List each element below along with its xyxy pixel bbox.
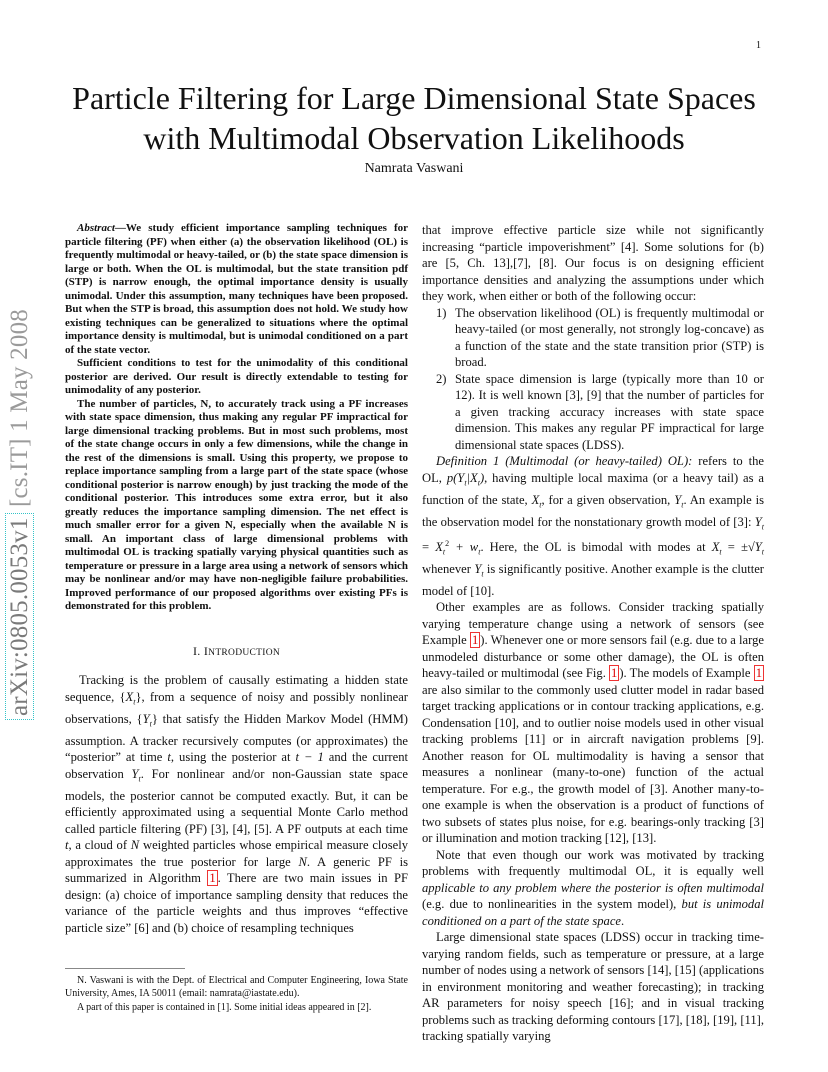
definition-heading: Definition 1 (Multimodal (or heavy-tailed) OL): [436, 454, 693, 468]
condition-list [422, 305, 764, 454]
example-ref-link[interactable]: 1 [472, 633, 479, 648]
example-ref-link[interactable]: 1 [755, 666, 762, 681]
body-paragraph: Note that even though our work was motivated by tracking problems with frequently multimodal OL, it is equally well applicable to any problem where the posterior is often multimodal (e.g. due to nonlinearities in the system model), but is unimodal conditioned on a part of the state space. [422, 847, 764, 928]
body-paragraph: that improve effective particle size while not significantly increasing “particle impoverishment” [4]. Some solutions for (b) are [5, Ch. 13],[7], [8]. Our focus is on designing efficient importance densities and analyzing the assumptions under which they work, when either or both of the following occur: [422, 223, 764, 303]
arxiv-id-link[interactable]: arXiv:0805.0053v1 [5, 513, 34, 720]
list-item: 2) State space dimension is large (typically more than 10 or 12). It is well known [3], [9] that the number of particles for a given tracking accuracy increases with state space dimension. This makes any regular PF impractical for large dimensional state spaces (LDSS). [436, 371, 764, 452]
author-name: Namrata Vaswani [364, 161, 464, 176]
paper-title: Particle Filtering for Large Dimensional State Spaces with Multimodal Observation Likelihoods [72, 80, 756, 156]
figure-ref-link[interactable]: 1 [611, 666, 618, 681]
intro-paragraph: Tracking is the problem of causally estimating a hidden state sequence, $\{X_t\}$, from a sequence of noisy and possibly nonlinear observations, $\{Y_t\}$ that satisfy the Hidden Markov Model (HMM) assumption. A tracker recursively computes (or approximates) the “posterior” at time t, using the posterior at t − 1 and the current observation $Y_t$. For nonlinear and/or non-Gaussian state space models, the posterior cannot be computed exactly. But, it can be efficiently approximated using a sequential Monte Carlo method called particle filtering (PF) [3], [4], [5]. A PF outputs at each time t, a cloud of N weighted particles whose empirical measure closely approximates the true posterior for large N. A generic PF is summarized in Algorithm 1 . There are two main issues in PF design: (a) choice of importance sampling density that reduces the variance of the particle weights and thus improves “effective particle size” [6] and (b) choice of resampling techniques [65, 673, 409, 935]
definition-paragraph: Definition 1 (Multimodal (or heavy-tailed) OL): refers to the OL, $p(Y_t|X_t)$, having multiple local maxima (or a heavy tail) as a function of the state, $X_t$, for a given observation, $Y_t$. An example is the observation model for the nonstationary growth model of [3]: $Y_t = X_t^2 + w_t$. Here, the OL is bimodal with modes at $X_t = \pm√Y_t$ whenever $Y_t$ is significantly positive. Another example is the clutter model of [10]. [422, 454, 764, 598]
footnotes [65, 975, 408, 1017]
footnote-separator [65, 968, 185, 969]
left-column [65, 222, 408, 936]
abstract-text: We study efficient importance sampling techniques for particle filtering (PF) when either (a) the observation likelihood (OL) is frequently multimodal or heavy-tailed, or (b) the state space dimension is large or both. When the OL is multimodal, but the state transition pdf (STP) is narrow enough, the optimal importance density is usually unimodal. Under this assumption, many techniques have been proposed. But when the STP is broad, this assumption does not hold. We study how existing techniques can be generalized to situations where the optimal importance density is multimodal, but is unimodal conditioned on a part of the state vector. [65, 222, 408, 356]
abstract-label: Abstract [77, 222, 115, 234]
arxiv-stamp-rest: [cs.IT] 1 May 2008 [6, 309, 33, 514]
abstract-paragraph: The number of particles, N, to accurately track using a PF increases with state space dimension, thus making any regular PF impractical for large dimensional tracking problems. But in most such problems, most of the state change occurs in only a few dimensions, while the change in the rest of the dimensions is small. Using this property, we propose to replace importance sampling from a large part of the state space (whose conditional posterior is narrow enough) by just tracking the mode of the conditional posterior. This introduces some extra error, but it also greatly reduces the importance sampling dimension. The net effect is much smaller error for a given N, especially when the available N is small. An important class of large dimensional problems with multimodal OL is tracking spatially varying physical quantities such as temperature or pressure in a large area using a network of sensors which may be nonlinear and/or may have non-negligible failure probabilities. Improved performance of our proposed algorithms over existing PFs is demonstrated for this problem. [65, 397, 408, 612]
algorithm-ref-link[interactable]: 1 [209, 871, 216, 886]
footnote-affiliation: N. Vaswani is with the Dept. of Electrical and Computer Engineering, Iowa State University, Ames, IA 50011 (email: namrata@iastate.edu). [65, 975, 408, 999]
footnote-prior-work: A part of this paper is contained in [1]. Some initial ideas appeared in [2]. [77, 1002, 372, 1013]
section-heading-introduction: I. INTRODUCTION [192, 643, 281, 658]
page-number: 1 [756, 40, 761, 51]
list-item: 1) The observation likelihood (OL) is frequently multimodal or heavy-tailed (or most generally, not strongly log-concave) as a function of the state and the state transition prior (STP) is broad. [436, 305, 764, 369]
abstract-paragraph: Abstract—We study efficient importance sampling techniques for particle filtering (PF) when either (a) the observation likelihood (OL) is frequently multimodal or heavy-tailed, or (b) the state space dimension is large or both. When the OL is multimodal, but the state transition pdf (STP) is narrow enough, the optimal importance density is usually unimodal. Under this assumption, many techniques have been proposed. But when the STP is broad, this assumption does not hold. We study how existing techniques can be generalized to situations where the optimal importance density is multimodal, but is unimodal conditioned on a part of the state vector. [65, 222, 408, 356]
body-paragraph: Large dimensional state spaces (LDSS) occur in tracking time-varying random fields, such as temperature or pressure, at a large number of nodes using a network of sensors [14], [15] (applications in environment monitoring and weather forecasting); in tracking AR parameters for noisy speech [16]; and in visual tracking problems such as tracking deforming contours [17], [18], [19], [11], tracking spatially varying [422, 930, 764, 1044]
abstract-paragraph: Sufficient conditions to test for the unimodality of this conditional posterior are derived. Our result is directly extendable to testing for unimodality of any posterior. [65, 357, 408, 396]
arxiv-side-stamp [6, 309, 34, 722]
right-column [422, 222, 764, 1045]
abstract [65, 222, 408, 614]
body-paragraph: Other examples are as follows. Consider tracking spatially varying temperature change using a network of sensors (see Example 1 ). Whenever one or more sensors fail (e.g. due to a large unmodeled disturbance or some other damage), the OL is often heavy-tailed or multimodal (see Fig. 1 ). The models of Example 1 are also similar to the commonly used clutter model in radar based target tracking applications or in contour tracking applications, e.g. Condensation [10], and to outlier noise models used in other visual tracking problems [11] or in aircraft navigation problems [9]. Another reason for OL multimodality is having a sensor that measures a nonlinear (many-to-one) function of the actual temperature. For e.g., the growth model of [3]. Another many-to-one example is when the observation is a product of functions of two subsets of states plus noise, for e.g. bearings-only tracking [3] or illumination and motion tracking [12], [13]. [422, 600, 764, 846]
